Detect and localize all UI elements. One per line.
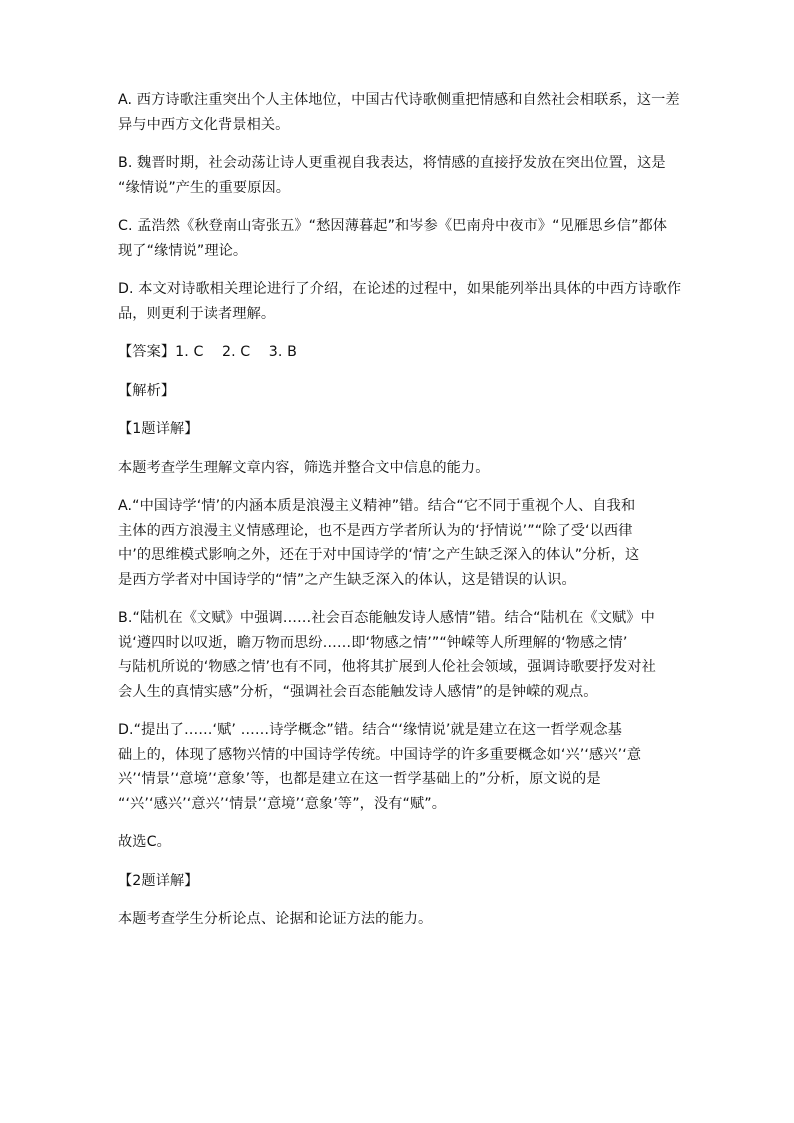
q2-heading: 【2题详解】 [118,872,199,889]
option-a-line-1: A. 西方诗歌注重突出个人主体地位，中国古代诗歌侧重把情感和自然社会相联系，这一差 [118,92,680,108]
q1-option-d-analysis [118,718,676,816]
option-b-line-2: “缘情说”产生的重要原因。 [118,179,291,196]
q1-b-line-1: B.“陆机在《文赋》中强调……社会百态能触发诗人感情”错。结合“陆机在《文赋》中 [118,610,655,626]
option-c-line-1: C. 孟浩然《秋登南山寄张五》“愁因薄暮起”和岑参《巴南舟中夜市》“见雁思乡信”都体 [118,218,668,234]
option-b [118,151,676,200]
q1-d-line-3: 兴’‘情景’‘意境’‘意象’等，也都是建立在这一哲学基础上的”分析，原文说的是 [118,771,601,787]
q1-intro: 本题考查学生理解文章内容，筛选并整合文中信息的能力。 [118,459,490,476]
option-d [118,277,682,326]
q1-d-line-4: “‘兴’‘感兴’‘意兴’‘情景’‘意境’‘意象’等”，没有“赋”。 [118,795,447,812]
q1-option-b-analysis [118,606,676,704]
q1-option-a-analysis [118,494,676,592]
q1-a-line-1: A.“中国诗学‘情’的内涵本质是浪漫主义精神”错。结合“它不同于重视个人、自我和 [118,498,636,514]
answer-text: 1. C 2. C 3. B [175,344,297,360]
q1-d-line-1: D.“提出了……‘赋’ ……诗学概念”错。结合“‘缘情说’就是建立在这一哲学观念基 [118,722,622,738]
q1-conclusion: 故选C。 [118,834,171,850]
document-page [118,88,682,946]
option-d-line-1: D. 本文对诗歌相关理论进行了介绍，在论述的过程中，如果能列举出具体的中西方诗歌作 [118,281,682,297]
q1-a-line-4: 是西方学者对中国诗学的“情”之产生缺乏深入的体认，这是错误的认识。 [118,571,576,588]
option-c [118,214,676,263]
q1-b-line-2: 说‘遵四时以叹逝，瞻万物而思纷……即‘物感之情’”“钟嵘等人所理解的‘物感之情’ [118,634,628,651]
q2-intro: 本题考查学生分析论点、论据和论证方法的能力。 [118,911,433,927]
q1-d-line-2: 础上的，体现了感物兴情的中国诗学传统。中国诗学的许多重要概念如‘兴’‘感兴’‘意 [118,746,642,763]
option-d-line-2: 品，则更利于读者理解。 [118,305,276,322]
q1-b-line-3: 与陆机所说的‘物感之情’也有不同，他将其扩展到人伦社会领域，强调诗歌要抒发对社 [118,659,656,675]
option-c-line-2: 现了“缘情说”理论。 [118,242,248,259]
q1-heading: 【1题详解】 [118,421,199,437]
answer-label: 【答案】 [118,344,176,360]
q1-b-line-4: 会人生的真情实感”分析，“强调社会百态能触发诗人感情”的是钟嵘的观点。 [118,683,598,700]
analysis-heading: 【解析】 [118,382,176,399]
answer-line [118,340,676,365]
option-a-line-2: 异与中西方文化背景相关。 [118,116,290,133]
option-a [118,88,680,137]
option-b-line-1: B. 魏晋时期，社会动荡让诗人更重视自我表达，将情感的直接抒发放在突出位置，这是 [118,155,666,171]
q1-a-line-3: 中’的思维模式影响之外，还在于对中国诗学的‘情’之产生缺乏深入的体认”分析，这 [118,547,640,563]
q1-a-line-2: 主体的西方浪漫主义情感理论，也不是西方学者所认为的‘抒情说’”“除了受‘以西律 [118,522,633,539]
